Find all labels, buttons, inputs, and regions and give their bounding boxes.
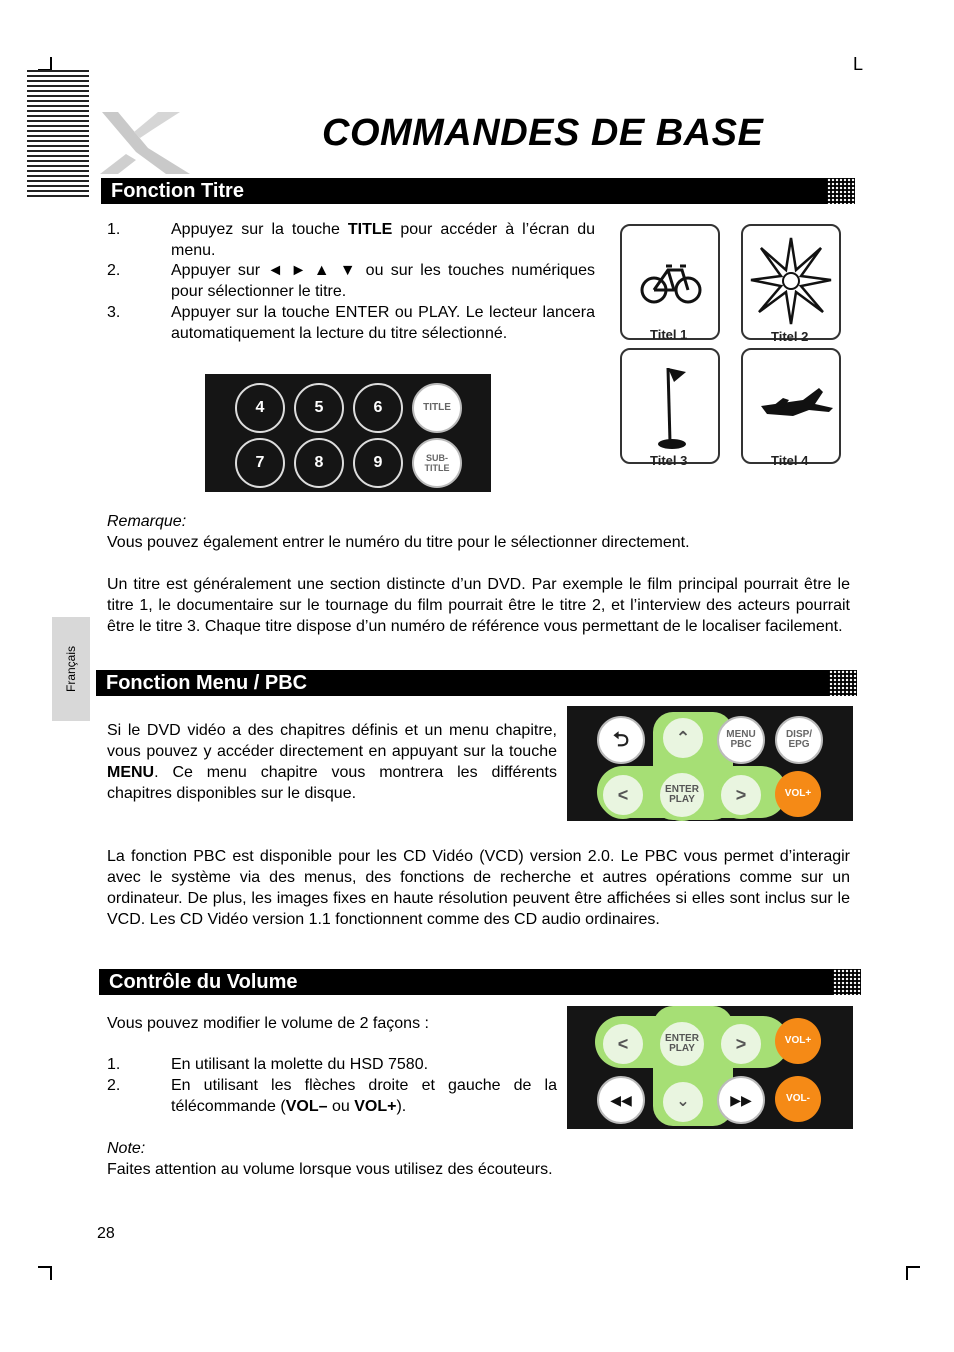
left-arrow-icon: < [599, 1020, 647, 1068]
crop-mark-bottom-left-v [50, 1266, 52, 1280]
titre-paragraph: Un titre est généralement une section distincte d’un DVD. Par exemple le film principal pourrait être le titre 1, le documentaire sur le tournage du film pourrait être le titre 2, et l’interview des acteurs pourrait être le titre 3. Chaque titre dispose d’un numéro de référence vous permettant de le localiser facilement. [107, 576, 850, 635]
vol-plus-button-image: VOL+ [775, 1018, 821, 1064]
step-text-post: ). [396, 1098, 407, 1115]
bicycle-icon [622, 226, 718, 336]
title-card-4 [741, 348, 841, 464]
brand-stripes [27, 70, 89, 200]
step-text-bold: TITLE [347, 221, 393, 238]
key-8: 8 [294, 438, 344, 488]
right-arrow-icon: > [717, 1020, 765, 1068]
step-text: En utilisant la molette du HSD 7580. [171, 1056, 429, 1073]
vol-minus-button-image: VOL- [775, 1076, 821, 1122]
menu-intro-post: . Ce menu chapitre vous montrera les différents chapitres disponibles sur le disque. [107, 764, 557, 802]
step-number: 1. [107, 221, 121, 238]
key-7: 7 [235, 438, 285, 488]
golf-flag-icon [622, 350, 718, 460]
key-9: 9 [353, 438, 403, 488]
titre-step-1 [107, 219, 595, 261]
titre-remark-text: Vous pouvez également entrer le numéro du titre pour le sélectionner directement. [107, 534, 690, 551]
menu-intro [107, 720, 557, 804]
disp-epg-button-image: DISP/ EPG [775, 716, 823, 764]
step-text-pre: En utilisant les flèches droite et gauche de la télécommande ( [171, 1077, 557, 1115]
volume-step-1 [107, 1054, 557, 1075]
step-text: Appuyer sur la touche ENTER ou PLAY. Le lecteur lancera automatiquement la lecture du titre sélectionné. [171, 304, 595, 342]
language-tab [52, 617, 90, 721]
language-tab-label: Français [64, 645, 78, 693]
crop-mark-bottom-right-v [906, 1266, 908, 1280]
subtitle-key: SUB-TITLE [412, 438, 462, 488]
title-card-label-2: Titel 2 [771, 329, 809, 344]
step-number: 2. [107, 262, 121, 279]
up-arrow-icon: ⌃ [659, 714, 707, 762]
titre-remark-label: Remarque: [107, 513, 187, 530]
menu-remote-image [567, 706, 853, 821]
key-6: 6 [353, 383, 403, 433]
volume-remote-image [567, 1006, 853, 1129]
vol-plus-button-image: VOL+ [775, 771, 821, 817]
step-text-post: pour accéder à l’écran du menu. [171, 221, 596, 259]
title-card-label-3: Titel 3 [650, 453, 688, 468]
page-number: 28 [97, 1225, 115, 1242]
keypad-remote-image [205, 374, 491, 492]
step-text [171, 219, 595, 261]
step-text-pre: Appuyez sur la touche [171, 221, 348, 238]
corner-mark: L [853, 54, 864, 74]
fast-forward-icon: ▶▶ [717, 1076, 765, 1124]
volume-note-label: Note: [107, 1140, 146, 1157]
step-number: 1. [107, 1056, 121, 1073]
menu-intro-pre: Si le DVD vidéo a des chapitres définis et un menu chapitre, vous pouvez y accéder directement en appuyant sur la touche [107, 722, 557, 760]
menu-paragraph: La fonction PBC est disponible pour les CD Vidéo (VCD) version 2.0. Le PBC vous permet d’interagir avec le système via des menus, des fonctions de recherche et autres opérations comme sur un ordinateur. De plus, les images fixes en haute résolution peuvent être affichées si elles sont inclus sur le VCD. Les CD Vidéo version 1.1 fonctionnent comme des CD audio ordinaires. [107, 848, 850, 928]
right-arrow-icon: > [717, 771, 765, 819]
section-heading-titre [101, 178, 855, 204]
step-number: 2. [107, 1077, 121, 1094]
enter-play-button-image: ENTER PLAY [656, 769, 708, 821]
enter-play-button-image: ENTER PLAY [656, 1018, 708, 1070]
crop-mark-top-left-v [50, 57, 52, 70]
title-card-3 [620, 348, 720, 464]
volume-step-2 [107, 1075, 557, 1117]
crop-mark-bottom-right-h [906, 1266, 920, 1268]
title-card-label-4: Titel 4 [771, 453, 809, 468]
down-arrow-icon: ⌄ [659, 1078, 707, 1126]
heading-dots [829, 670, 857, 696]
volume-note-text: Faites attention au volume lorsque vous utilisez des écouteurs. [107, 1161, 553, 1178]
menu-pbc-button-image: MENU PBC [717, 716, 765, 764]
key-5: 5 [294, 383, 344, 433]
left-arrow-icon: < [599, 771, 647, 819]
step-text: Appuyer sur ◄ ► ▲ ▼ ou sur les touches numériques pour sélectionner le titre. [171, 262, 595, 300]
section-heading-volume-label: Contrôle du Volume [109, 971, 298, 993]
title-card-1 [620, 224, 720, 340]
step-text-mid: ou [327, 1098, 355, 1115]
menu-intro-bold: MENU [107, 764, 155, 781]
page-title: COMMANDES DE BASE [322, 112, 764, 154]
title-menu-image [600, 212, 855, 488]
airplane-icon [743, 350, 839, 460]
return-button-image: ⮌ [597, 716, 645, 764]
section-heading-menu [96, 670, 857, 696]
section-heading-volume [99, 969, 861, 995]
heading-dots [833, 969, 861, 995]
rewind-icon: ◀◀ [597, 1076, 645, 1124]
titre-step-3 [107, 302, 595, 365]
star-burst-icon [743, 226, 839, 336]
volume-intro: Vous pouvez modifier le volume de 2 façons : [107, 1015, 429, 1032]
heading-dots [827, 178, 855, 204]
step-text-bold-2: VOL+ [354, 1098, 397, 1115]
section-heading-menu-label: Fonction Menu / PBC [106, 672, 308, 694]
step-text [171, 1075, 557, 1117]
section-heading-titre-label: Fonction Titre [111, 180, 244, 202]
key-4: 4 [235, 383, 285, 433]
title-key: TITLE [412, 383, 462, 433]
step-text-bold-1: VOL– [285, 1098, 328, 1115]
title-card-label-1: Titel 1 [650, 327, 688, 342]
title-card-2 [741, 224, 841, 340]
titre-step-2 [107, 260, 595, 302]
step-number: 3. [107, 304, 121, 321]
brand-x-logo [96, 108, 196, 176]
